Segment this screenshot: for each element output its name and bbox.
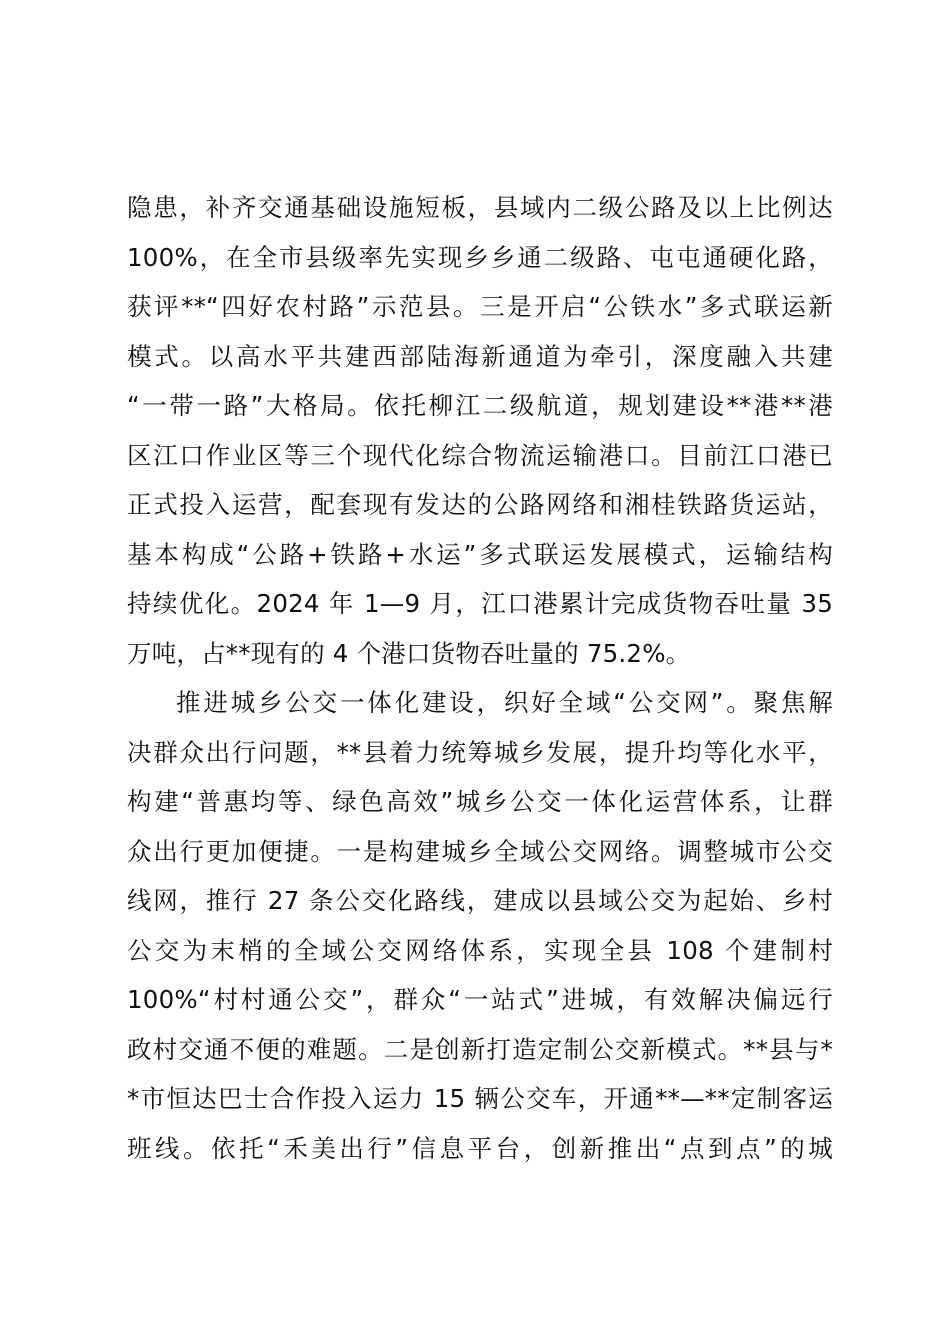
text-line: 获评**“四好农村路”示范县。三是开启“公铁水”多式联运新	[127, 292, 833, 321]
text-line: 正式投入运营，配套现有发达的公路网络和湘桂铁路货运站，	[127, 490, 833, 519]
text-line: 推进城乡公交一体化建设，织好全域“公交网”。聚焦解	[176, 688, 833, 717]
text-line: 决群众出行问题，**县着力统筹城乡发展，提升均等化水平，	[127, 737, 833, 767]
text-line: 构建“普惠均等、绿色高效”城乡公交一体化运营体系，让群	[127, 787, 833, 816]
paragraph-2	[127, 678, 833, 1173]
text-line: 众出行更加便捷。一是构建城乡全域公交网络。调整城市公交	[127, 836, 833, 866]
text-line: 模式。以高水平共建西部陆海新通道为牵引，深度融入共建	[127, 341, 833, 371]
text-line: 持续优化。2024 年 1—9 月，江口港累计完成货物吞吐量 35	[127, 589, 833, 618]
text-line: 班线。依托“禾美出行”信息平台，创新推出“点到点”的城	[127, 1133, 833, 1163]
text-line: 隐患，补齐交通基础设施短板，县域内二级公路及以上比例达	[127, 193, 833, 222]
text-line: 公交为末梢的全域公交网络体系，实现全县 108 个建制村	[127, 935, 833, 965]
text-line: “一带一路”大格局。依托柳江二级航道，规划建设**港**港	[127, 391, 833, 420]
text-line: 万吨，占**现有的 4 个港口货物吞吐量的 75.2%。	[127, 638, 691, 668]
text-line: 基本构成“公路+铁路+水运”多式联运发展模式，运输结构	[127, 539, 833, 569]
text-line: 区江口作业区等三个现代化综合物流运输港口。目前江口港已	[127, 440, 833, 470]
paragraph-1	[127, 183, 833, 678]
text-line: 100%“村村通公交”，群众“一站式”进城，有效解决偏远行	[127, 985, 833, 1014]
text-line: 100%，在全市县级率先实现乡乡通二级路、屯屯通硬化路，	[127, 242, 833, 272]
text-line: *市恒达巴士合作投入运力 15 辆公交车，开通**—**定制客运	[127, 1084, 833, 1113]
document-body	[127, 183, 833, 1173]
text-line: 线网，推行 27 条公交化路线，建成以县域公交为起始、乡村	[127, 886, 833, 915]
text-line: 政村交通不便的难题。二是创新打造定制公交新模式。**县与*	[127, 1034, 833, 1064]
